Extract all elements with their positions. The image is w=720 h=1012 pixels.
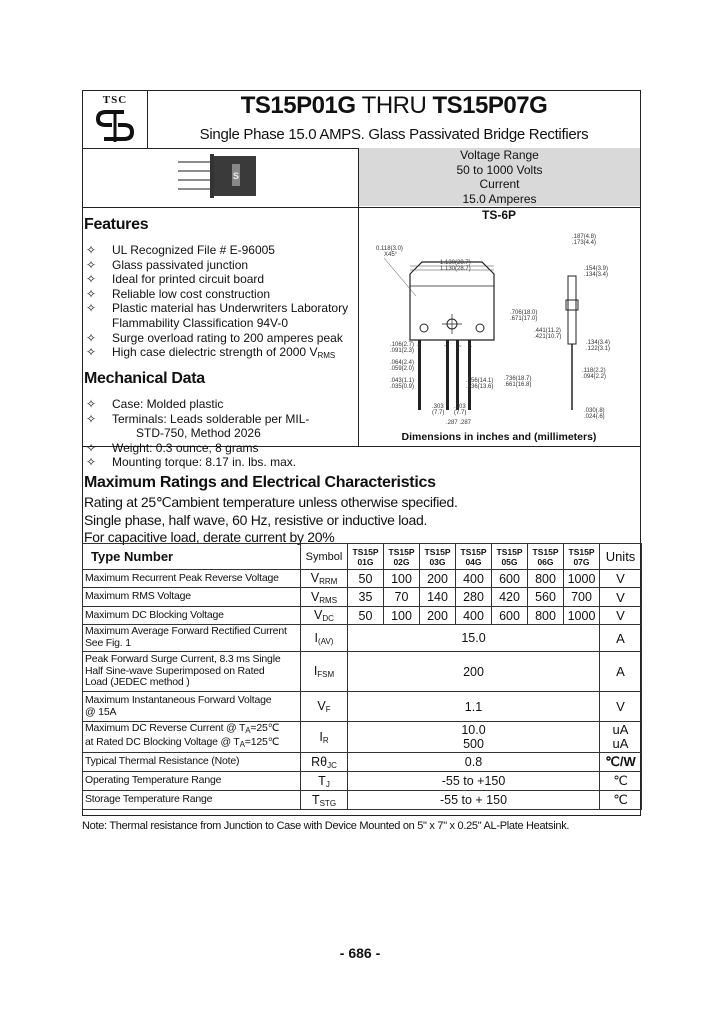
units-header: Units bbox=[600, 544, 642, 570]
bullet-diamond-icon: ✧ bbox=[86, 455, 97, 470]
table-row: Storage Temperature Range $T_{STG}$ -55 to + 150 ℃ bbox=[83, 791, 642, 810]
dimension-caption: Dimensions in inches and (millimeters) bbox=[401, 431, 597, 443]
table-row: Maximum Instantaneous Forward Voltage @ 15A $V_F$ 1.1 V bbox=[83, 692, 642, 722]
svg-text:1.130(28.7): 1.130(28.7) bbox=[440, 266, 471, 272]
svg-text:0.118(3.0): 0.118(3.0) bbox=[376, 246, 403, 252]
svg-text:1.130(28.7): 1.130(28.7) bbox=[440, 260, 471, 266]
range-line-1: Voltage Range bbox=[460, 148, 539, 162]
part-start: TS15P01G bbox=[240, 92, 356, 119]
ratings-line-1: Rating at 25℃ambient temperature unless otherwise specified. bbox=[84, 494, 458, 510]
bullet-diamond-icon: ✧ bbox=[86, 272, 97, 287]
svg-text:X45°: X45° bbox=[384, 252, 398, 258]
logo-text: TSC bbox=[102, 94, 128, 106]
svg-text:.536(13.6): .536(13.6) bbox=[466, 384, 494, 390]
bullet-diamond-icon: ✧ bbox=[86, 330, 97, 345]
features-list bbox=[84, 243, 348, 364]
svg-text:.441(11.2): .441(11.2) bbox=[534, 328, 561, 334]
device-header: TS15P 01G bbox=[348, 544, 384, 570]
svg-text:.118(2.2): .118(2.2) bbox=[582, 368, 606, 374]
table-row: Maximum RMS Voltage $V_{RMS}$ 35 70 140 280 420 560 700 V bbox=[83, 588, 642, 607]
bullet-diamond-icon: ✧ bbox=[86, 397, 97, 411]
table-row: Maximum DC Blocking Voltage $V_{DC}$ 50 100 200 400 600 800 1000 V bbox=[83, 607, 642, 625]
list-item: ✧ Reliable low cost construction bbox=[86, 286, 271, 301]
page-number: - 686 - bbox=[339, 945, 381, 961]
symbol-header: Symbol bbox=[301, 544, 348, 570]
device-header: TS15P 05G bbox=[492, 544, 528, 570]
list-item: ✧ Terminals: Leads solderable per MIL- bbox=[86, 411, 310, 426]
package-dimension-drawing bbox=[362, 224, 638, 430]
table-row: Operating Temperature Range $T_J$ -55 to +150 ℃ bbox=[83, 772, 642, 791]
list-item-continuation: Flammability Classification 94V-0 bbox=[112, 315, 289, 330]
svg-text:.043(1.1): .043(1.1) bbox=[390, 378, 415, 384]
svg-text:.303: .303 bbox=[454, 404, 466, 410]
list-item: ✧ Glass passivated junction bbox=[86, 257, 249, 272]
table-row: Maximum Recurrent Peak Reverse Voltage $V_{RRM}$ 50 100 200 400 600 800 1000 V bbox=[83, 570, 642, 588]
device-header: TS15P 03G bbox=[420, 544, 456, 570]
svg-text:(7.7): (7.7) bbox=[454, 410, 467, 416]
svg-text:.134(3.4): .134(3.4) bbox=[586, 340, 611, 346]
svg-text:.287 .287: .287 .287 bbox=[446, 420, 472, 426]
device-header: TS15P 07G bbox=[564, 544, 600, 570]
svg-text:.303: .303 bbox=[432, 404, 444, 410]
svg-text:~: ~ bbox=[458, 344, 462, 350]
svg-text:~: ~ bbox=[444, 344, 448, 350]
svg-text:.091(2.3): .091(2.3) bbox=[390, 348, 415, 354]
bullet-diamond-icon: ✧ bbox=[86, 257, 97, 272]
bullet-diamond-icon: ✧ bbox=[86, 411, 97, 426]
svg-text:.024(.6): .024(.6) bbox=[584, 414, 605, 420]
svg-text:-: - bbox=[470, 344, 472, 350]
table-row: Maximum Average Forward Rectified Current See Fig. 1 $I_{(AV)}$ 15.0 A bbox=[83, 625, 642, 652]
svg-text:.671(17.0): .671(17.0) bbox=[510, 316, 538, 322]
table-header-row bbox=[83, 544, 642, 570]
type-number-header: Type Number bbox=[83, 544, 301, 570]
thermal-note: Note: Thermal resistance from Junction to Case with Device Mounted on 5" x 7" x 0.25" AL-Plate Heatsink. bbox=[82, 820, 570, 832]
svg-text:.154(3.9): .154(3.9) bbox=[584, 266, 609, 272]
bullet-diamond-icon: ✧ bbox=[86, 301, 97, 316]
range-line-2: 50 to 1000 Volts bbox=[456, 162, 543, 177]
svg-text:.122(3.1): .122(3.1) bbox=[586, 346, 611, 352]
svg-text:S: S bbox=[232, 171, 240, 181]
svg-text:(7.7): (7.7) bbox=[432, 410, 445, 416]
list-item: ✧ Case: Molded plastic bbox=[86, 397, 224, 411]
table-row: Typical Thermal Resistance (Note) $R\theta_{JC}$ 0.8 ℃/W bbox=[83, 753, 642, 772]
list-item: ✧ Weight: 0.3 ounce, 8 grams bbox=[86, 440, 259, 455]
svg-text:.706(18.0): .706(18.0) bbox=[510, 310, 538, 316]
range-line-4: 15.0 Amperes bbox=[462, 191, 537, 206]
page-title bbox=[148, 92, 640, 120]
features-heading: Features bbox=[84, 216, 149, 233]
svg-text:.106(2.7): .106(2.7) bbox=[390, 342, 415, 348]
svg-text:.094(2.2): .094(2.2) bbox=[582, 374, 607, 380]
list-item: ✧ Surge overload rating to 200 amperes peak bbox=[86, 330, 343, 345]
svg-text:.173(4.4): .173(4.4) bbox=[572, 240, 597, 246]
page-subtitle: Single Phase 15.0 AMPS. Glass Passivated Bridge Rectifiers bbox=[199, 126, 589, 143]
thru-word: THRU bbox=[361, 92, 427, 119]
svg-text:.736(18.7): .736(18.7) bbox=[504, 376, 532, 382]
list-item-continuation: STD-750, Method 2026 bbox=[136, 426, 261, 441]
list-item: ✧ High case dielectric strength of 2000 $V_{RMS}$ bbox=[86, 345, 336, 361]
bullet-diamond-icon: ✧ bbox=[86, 243, 97, 257]
table-row: Peak Forward Surge Current, 8.3 ms Single Half Sine-wave Superimposed on Rated Load (JEDEC method ) $I_{FSM}$ 200 A bbox=[83, 652, 642, 692]
svg-text:.059(2.0): .059(2.0) bbox=[390, 366, 415, 372]
device-header: TS15P 04G bbox=[456, 544, 492, 570]
list-item: ✧ Plastic material has Underwriters Laboratory bbox=[86, 301, 349, 316]
svg-text:.421(10.7): .421(10.7) bbox=[534, 334, 562, 340]
svg-text:.035(0.9): .035(0.9) bbox=[390, 384, 415, 390]
ratings-line-2: Single phase, half wave, 60 Hz, resistive or inductive load. bbox=[84, 512, 428, 528]
svg-text:.030(.8): .030(.8) bbox=[584, 408, 605, 414]
bullet-diamond-icon: ✧ bbox=[86, 440, 97, 455]
svg-text:.064(2.4): .064(2.4) bbox=[390, 360, 415, 366]
ratings-heading: Maximum Ratings and Electrical Characteristics bbox=[84, 474, 436, 491]
bullet-diamond-icon: ✧ bbox=[86, 286, 97, 301]
part-end: TS15P07G bbox=[432, 92, 548, 119]
package-label: TS-6P bbox=[481, 208, 516, 222]
mechanical-list bbox=[84, 397, 309, 470]
voltage-range-box bbox=[358, 148, 640, 206]
list-item: ✧ Ideal for printed circuit board bbox=[86, 272, 265, 287]
logo-mark-icon bbox=[94, 108, 136, 144]
device-header: TS15P 02G bbox=[384, 544, 420, 570]
mechanical-heading: Mechanical Data bbox=[84, 370, 205, 387]
svg-text:.134(3.4): .134(3.4) bbox=[584, 272, 609, 278]
svg-text:.187(4.8): .187(4.8) bbox=[572, 234, 597, 240]
bullet-diamond-icon: ✧ bbox=[86, 345, 97, 360]
device-header: TS15P 06G bbox=[528, 544, 564, 570]
svg-text:.556(14.1): .556(14.1) bbox=[466, 378, 494, 384]
component-image bbox=[170, 152, 260, 202]
ratings-table bbox=[82, 543, 642, 810]
table-row: Maximum DC Reverse Current @ $T_A=25℃$ at Rated DC Blocking Voltage @ $T_A=125℃$ $I_R$ 10.0 500 uA uA bbox=[83, 722, 642, 753]
list-item: ✧ Mounting torque: 8.17 in. lbs. max. bbox=[86, 455, 297, 470]
svg-text:+: + bbox=[417, 344, 421, 350]
svg-text:.661(16.8): .661(16.8) bbox=[504, 382, 532, 388]
list-item: ✧ UL Recognized File # E-96005 bbox=[86, 243, 275, 257]
range-line-3: Current bbox=[479, 177, 520, 191]
ratings-line-3: For capacitive load, derate current by 20% bbox=[84, 529, 335, 545]
tsc-logo bbox=[82, 90, 148, 148]
